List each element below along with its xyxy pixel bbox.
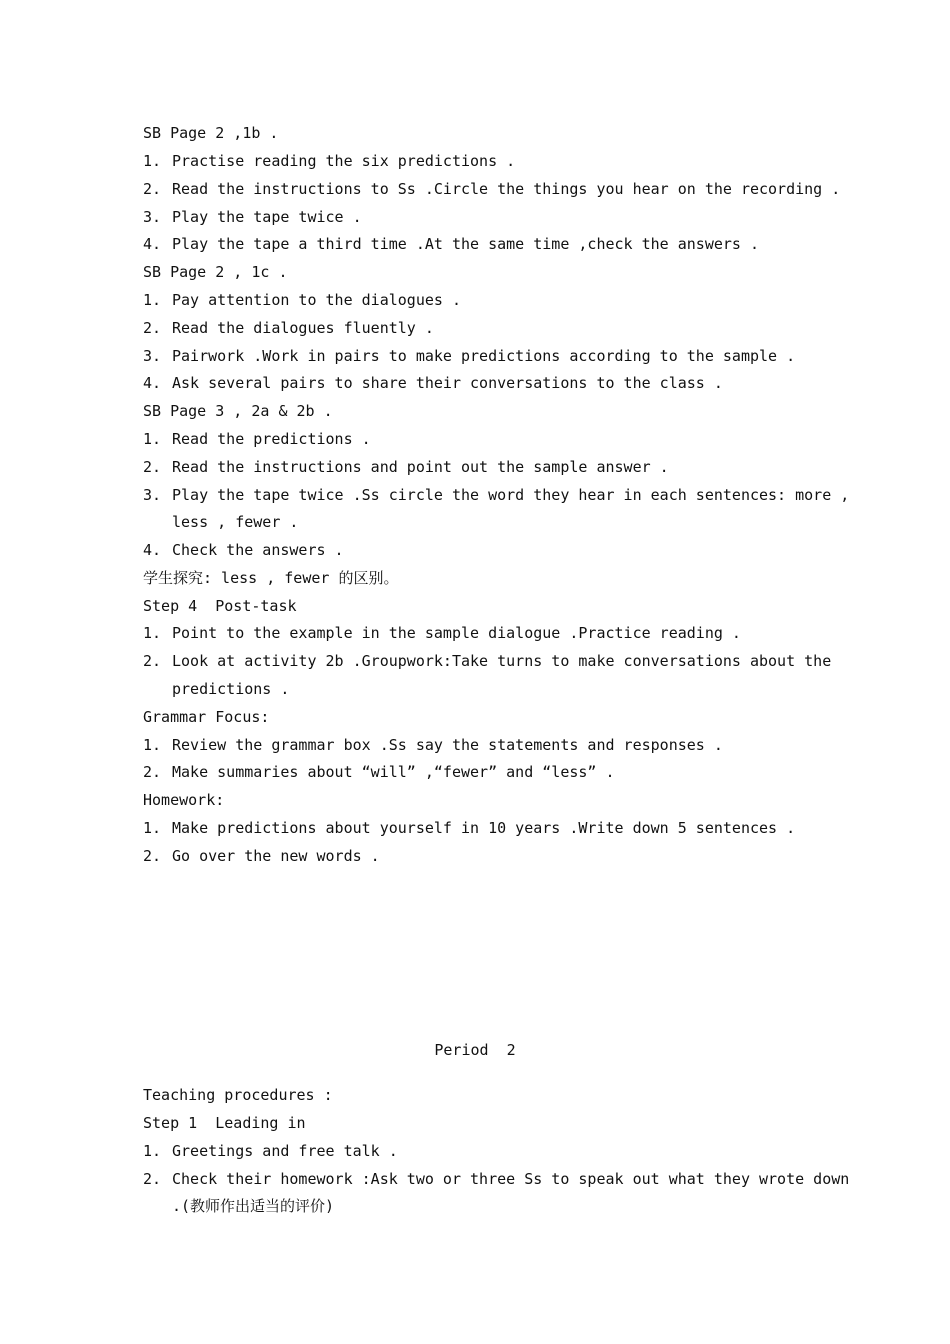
list-item	[143, 761, 808, 783]
step1-heading: Step 1 Leading in	[143, 1114, 306, 1132]
procedures-heading: Teaching procedures :	[143, 1086, 333, 1104]
item-number: 4.	[143, 374, 162, 392]
item-number: 1.	[143, 624, 162, 642]
item-number: 2.	[143, 319, 162, 337]
item-number: 4.	[143, 541, 162, 559]
section-heading-1b: SB Page 2 ,1b .	[143, 124, 279, 142]
item-number: 3.	[143, 486, 162, 504]
item-text: Pairwork .Work in pairs to make predictions according to the sample .	[172, 347, 796, 365]
list-item	[143, 734, 808, 756]
item-number: 2.	[143, 652, 162, 670]
item-text: Read the instructions to Ss .Circle the things you hear on the recording .	[172, 180, 841, 198]
item-text: Read the dialogues fluently .	[172, 319, 434, 337]
student-explore-note: 学生探究: less , fewer 的区别。	[143, 569, 399, 587]
item-text: Make summaries about “will” ,“fewer” and “less” .	[172, 763, 615, 781]
list-item	[143, 233, 808, 255]
section-heading-1c: SB Page 2 , 1c .	[143, 263, 288, 281]
list-item	[143, 317, 808, 339]
item-text: Point to the example in the sample dialogue .Practice reading .	[172, 624, 741, 642]
item-text: Check their homework :Ask two or three Ss to speak out what they wrote down	[172, 1170, 850, 1188]
item-number: 1.	[143, 819, 162, 837]
list-item	[143, 428, 808, 450]
item-number: 2.	[143, 180, 162, 198]
item-text: Ask several pairs to share their conversations to the class .	[172, 374, 723, 392]
item-number: 2.	[143, 1170, 162, 1188]
item-text: Read the predictions .	[172, 430, 371, 448]
list-item	[143, 539, 808, 561]
item-number: 1.	[143, 1142, 162, 1160]
step4-heading: Step 4 Post-task	[143, 597, 297, 615]
item-number: 1.	[143, 291, 162, 309]
list-item	[143, 845, 808, 867]
item-text: Check the answers .	[172, 541, 344, 559]
item-number: 2.	[143, 763, 162, 781]
list-item	[143, 650, 832, 672]
item-number: 1.	[143, 430, 162, 448]
item-text: Practise reading the six predictions .	[172, 152, 516, 170]
list-item	[143, 484, 850, 506]
item-number: 2.	[143, 458, 162, 476]
item-text: Play the tape twice .Ss circle the word they hear in each sentences: more ,	[172, 486, 850, 504]
list-item	[143, 345, 808, 367]
item-text: Review the grammar box .Ss say the statements and responses .	[172, 736, 723, 754]
item-text: Greetings and free talk .	[172, 1142, 398, 1160]
item-number: 3.	[143, 347, 162, 365]
list-item	[143, 622, 808, 644]
section-heading-2a-2b: SB Page 3 , 2a & 2b .	[143, 402, 333, 420]
list-item	[143, 1140, 808, 1162]
item-text: Go over the new words .	[172, 847, 380, 865]
list-item	[143, 456, 808, 478]
item-text: Pay attention to the dialogues .	[172, 291, 461, 309]
item-continuation: predictions .	[172, 680, 290, 698]
list-item	[143, 289, 808, 311]
item-number: 1.	[143, 736, 162, 754]
list-item	[143, 206, 808, 228]
item-text: Play the tape a third time .At the same time ,check the answers .	[172, 235, 759, 253]
item-continuation: less , fewer .	[172, 513, 299, 531]
item-text: Make predictions about yourself in 10 years .Write down 5 sentences .	[172, 819, 796, 837]
list-item	[143, 178, 841, 200]
item-text: Play the tape twice .	[172, 208, 362, 226]
item-number: 1.	[143, 152, 162, 170]
list-item	[143, 372, 808, 394]
grammar-heading: Grammar Focus:	[143, 708, 270, 726]
item-text: Read the instructions and point out the sample answer .	[172, 458, 669, 476]
homework-heading: Homework:	[143, 791, 225, 809]
item-continuation: .(教师作出适当的评价)	[172, 1197, 335, 1215]
list-item	[143, 1168, 850, 1190]
item-number: 4.	[143, 235, 162, 253]
item-number: 2.	[143, 847, 162, 865]
period-title: Period 2	[434, 1041, 516, 1059]
item-text: Look at activity 2b .Groupwork:Take turns to make conversations about the	[172, 652, 832, 670]
list-item	[143, 150, 808, 172]
list-item	[143, 817, 808, 839]
item-number: 3.	[143, 208, 162, 226]
